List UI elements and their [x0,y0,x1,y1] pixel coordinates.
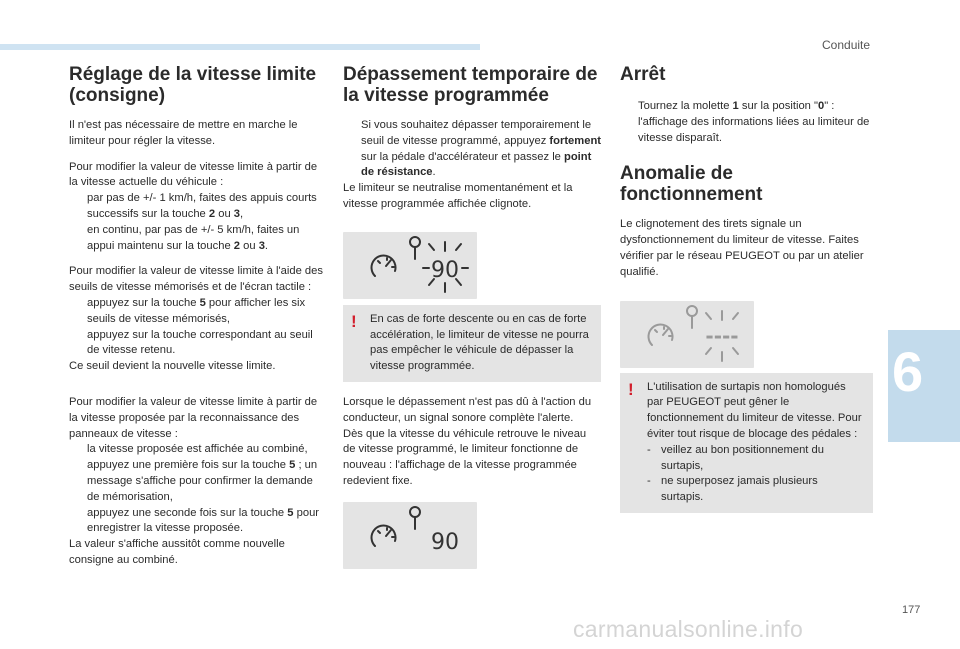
item-text: pour enregistrer la vitesse proposée. [87,506,320,535]
speed-limiter-fault-icon [620,301,754,368]
item-text: veillez au bon positionnement du surtapis, [661,443,824,472]
item-text: Si vous souhaitez dépasser temporairement le seuil de vitesse programmé, appuyez [361,119,592,147]
heading-line: (consigne) [69,85,166,106]
block-current-speed [69,160,327,255]
list-item [69,191,327,223]
block-lead: Pour modifier la valeur de vitesse limite à partir de la vitesse actuelle du véhicule : [69,160,318,189]
item-text: , [240,207,244,220]
list-item [69,442,327,458]
page-number: 177 [902,604,921,616]
block-memorised-thresholds [69,264,327,375]
item-text: appuyez une seconde fois sur la touche [87,506,288,519]
warning-icon: ! [628,379,634,399]
speed-value: 90 [431,529,459,555]
list-item [647,474,863,506]
figure-fixed-speed [343,502,477,569]
heading-line: Anomalie de [620,163,733,185]
block-tail: Ce seuil devient la nouvelle vitesse limite. [69,360,276,373]
key-2: 2 [233,239,241,252]
figure-fault-dashes [620,301,754,368]
speed-limiter-blinking-icon [343,232,477,299]
item-text: appuyez une première fois sur la touche [87,459,290,472]
block-lead: Pour modifier la valeur de vitesse limite à l'aide des seuils de vitesse mémorisés et de l'écran tactile : [69,265,323,294]
item-text: en continu, par pas de +/- 5 km/h, faites un appui maintenu sur la touche [87,223,300,252]
list-item [69,458,327,505]
key-5: 5 [199,296,206,309]
chapter-number: 6 [892,340,924,403]
list-item [647,443,863,475]
item-text: par pas de +/- 1 km/h, faites des appuis courts successifs sur la touche [87,192,317,220]
block-lead: Pour modifier la valeur de vitesse limite à partir de la vitesse proposée par la reconnaissance des panneaux de vitesse : [69,395,318,440]
key-2: 2 [208,207,216,220]
item-text: appuyez sur la touche correspondant au seuil de vitesse retenu. [87,328,313,357]
warning-text: L'utilisation de surtapis non homologués par PEUGEOT peut gêner le fonctionnement du limiteur de vitesse. Pour éviter tout risque de blocage des pédales : [647,380,862,440]
emphasis-text: fortement [549,134,602,147]
item-text: . [432,166,436,179]
speed-value: 90 [431,257,459,283]
wheel-1: 1 [732,100,739,112]
item-text: sur la position " [738,100,818,112]
list-item [343,118,601,181]
paragraph: Dès que la vitesse du véhicule retrouve le niveau de vitesse programmé, le limiteur fonctionne de nouveau : l'affichage de la vitesse programmée redevient fixe. [343,427,587,487]
list-item [69,328,327,360]
item-text: ; un message s'affiche pour confirmer la demande de mémorisation, [87,459,318,503]
item-text: appuyez sur la touche [87,296,200,309]
item-text: pour afficher les six seuils de vitesse mémorisés, [87,296,306,325]
heading-malfunction [620,163,878,205]
block-tail: La valeur s'affiche aussitôt comme nouvelle consigne au combiné. [69,538,285,566]
item-text: sur la pédale d'accélérateur et passez le [361,150,565,163]
warning-text: En cas de forte descente ou en cas de forte accélération, le limiteur de vitesse ne pourra pas empêcher le véhicule de dépasser la vitesse programmée. [370,312,589,373]
heading-speed-setting [69,64,327,106]
list-item [69,296,327,328]
emphasis-text: point de résistance [361,150,592,179]
item-text: ne superposez jamais plusieurs surtapis. [661,475,818,504]
figure-blinking-speed [343,232,477,299]
watermark: carmanualsonline.info [573,616,804,642]
item-text: ou [240,239,259,252]
paragraph: Le clignotement des tirets signale un dysfonctionnement du limiteur de vitesse. Faites vérifier par le réseau PEUGEOT ou par un atelier qualifié. [620,218,864,278]
column-temporary-override [343,64,601,569]
list-item [69,223,327,255]
intro-paragraph: Il n'est pas nécessaire de mettre en marche le limiteur pour régler la vitesse. [69,119,298,147]
block-sign-recognition [69,395,327,569]
heading-line: fonctionnement [620,184,763,206]
paragraph: Le limiteur se neutralise momentanément et la vitesse programmée affichée clignote. [343,182,573,210]
list-item [620,99,878,146]
warning-box [620,373,873,513]
item-text: la vitesse proposée est affichée au combiné, [87,443,308,456]
bullet-list [69,442,327,537]
position-0: 0 [817,100,825,112]
section-name: Conduite [822,38,871,52]
bullet-list [69,191,327,254]
item-text: ou [215,207,234,220]
heading-stop: Arrêt [620,64,666,85]
bullet-list [620,99,878,146]
heading-temporary-override [343,64,601,106]
item-text: . [264,239,269,252]
bullet-list [69,296,327,359]
fault-dashes: ---- [705,323,739,348]
bullet-list [343,118,601,181]
heading-line: la vitesse programmée [343,85,549,106]
dash-icon: - [647,475,651,488]
key-5: 5 [289,459,296,472]
warning-icon: ! [351,311,357,331]
column-stop-and-fault [620,64,878,513]
item-text: " : l'affichage des informations liées au limiteur de vitesse disparaît. [638,100,870,144]
list-item [69,506,327,538]
item-text: Tournez la molette [638,100,733,112]
dash-list [647,443,863,506]
warning-box [343,305,601,382]
dash-icon: - [647,443,651,456]
key-5: 5 [287,506,294,519]
paragraph: Lorsque le dépassement n'est pas dû à l'action du conducteur, un signal sonore complète l'alerte. [343,395,592,424]
heading-line: Dépassement temporaire de [343,64,598,85]
key-3: 3 [258,239,265,252]
heading-line: Réglage de la vitesse limite [69,64,317,85]
header-accent-bar [0,44,480,50]
speed-limiter-fixed-icon [343,502,477,569]
column-speed-setting [69,64,327,579]
key-3: 3 [233,207,241,220]
